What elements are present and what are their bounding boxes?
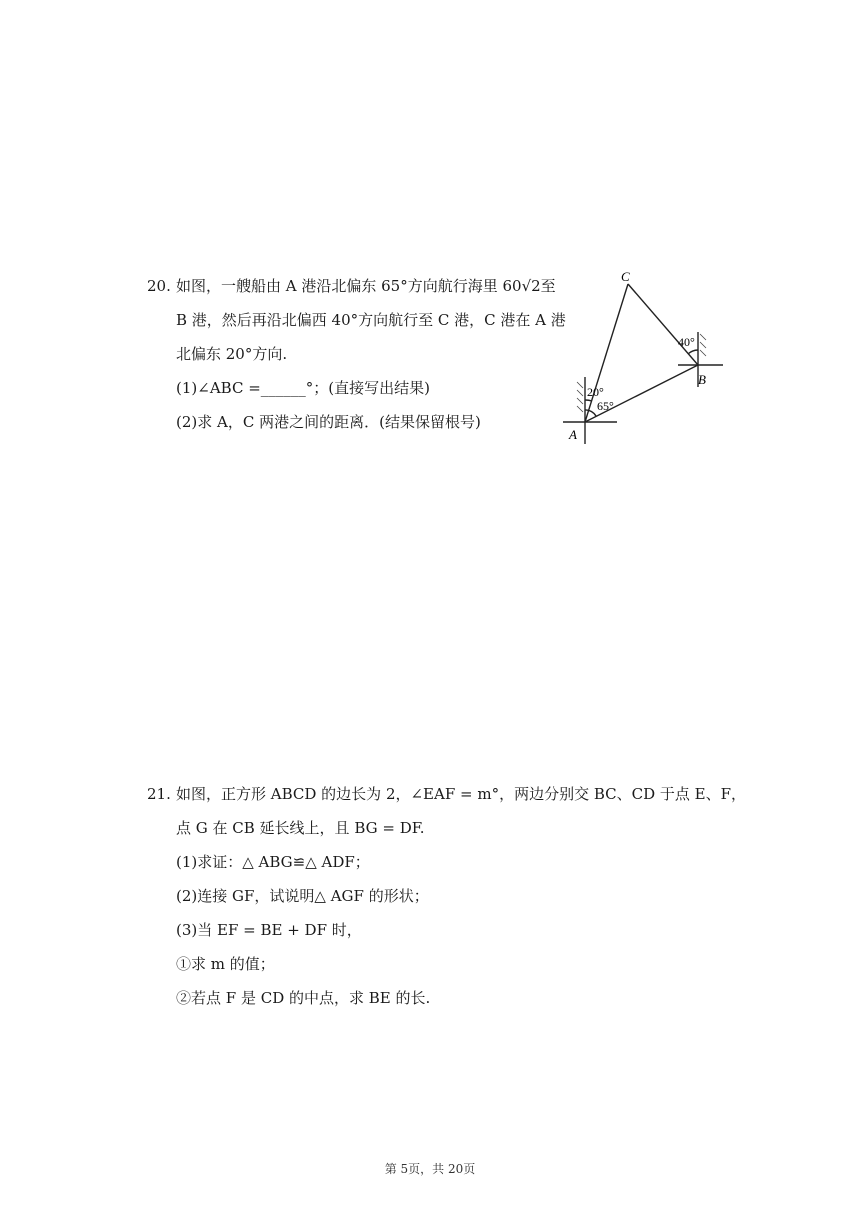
- question-21-text-line-2: 点 G 在 CB 延长线上，且 BG = DF.: [176, 819, 425, 837]
- question-20-text-line-1: 如图，一艘船由 A 港沿北偏东 65°方向航行海里 60√2至: [176, 277, 556, 295]
- question-21-text-line-1: 如图，正方形 ABCD 的边长为 2，∠EAF = m°，两边分别交 BC、CD 于点 E、F，: [176, 785, 747, 803]
- question-20-number: 20.: [147, 277, 171, 295]
- angle-arc-20: [585, 400, 592, 401]
- page-footer: 第 5页，共 20页: [384, 1162, 476, 1176]
- question-21-sub-1: ①求 m 的值；: [176, 955, 275, 973]
- label-b: B: [698, 372, 706, 387]
- question-21-sub-2: ②若点 F 是 CD 的中点，求 BE 的长.: [176, 989, 431, 1007]
- question-20-figure: [555, 262, 730, 452]
- question-21-part-2: (2)连接 GF，试说明△ AGF 的形状；: [176, 887, 429, 905]
- angle-label-20: 20°: [587, 385, 604, 399]
- question-21-part-3: (3)当 EF = BE + DF 时，: [176, 921, 362, 939]
- label-a: A: [569, 427, 577, 442]
- question-20-part-1: (1)∠ABC =______°；(直接写出结果): [176, 379, 430, 397]
- segment-cb: [628, 284, 698, 365]
- question-20-text-line-2: B 港，然后再沿北偏西 40°方向航行至 C 港，C 港在 A 港: [176, 311, 566, 329]
- angle-label-65: 65°: [597, 399, 614, 413]
- question-20-part-2: (2)求 A，C 两港之间的距离．(结果保留根号): [176, 413, 481, 431]
- angle-label-40: 40°: [678, 335, 695, 349]
- angle-arc-40: [688, 350, 698, 354]
- question-21-number: 21.: [147, 785, 171, 803]
- question-20-text-line-3: 北偏东 20°方向.: [176, 345, 288, 363]
- label-c: C: [621, 269, 630, 284]
- question-21-part-1: (1)求证：△ ABG≌△ ADF；: [176, 853, 370, 871]
